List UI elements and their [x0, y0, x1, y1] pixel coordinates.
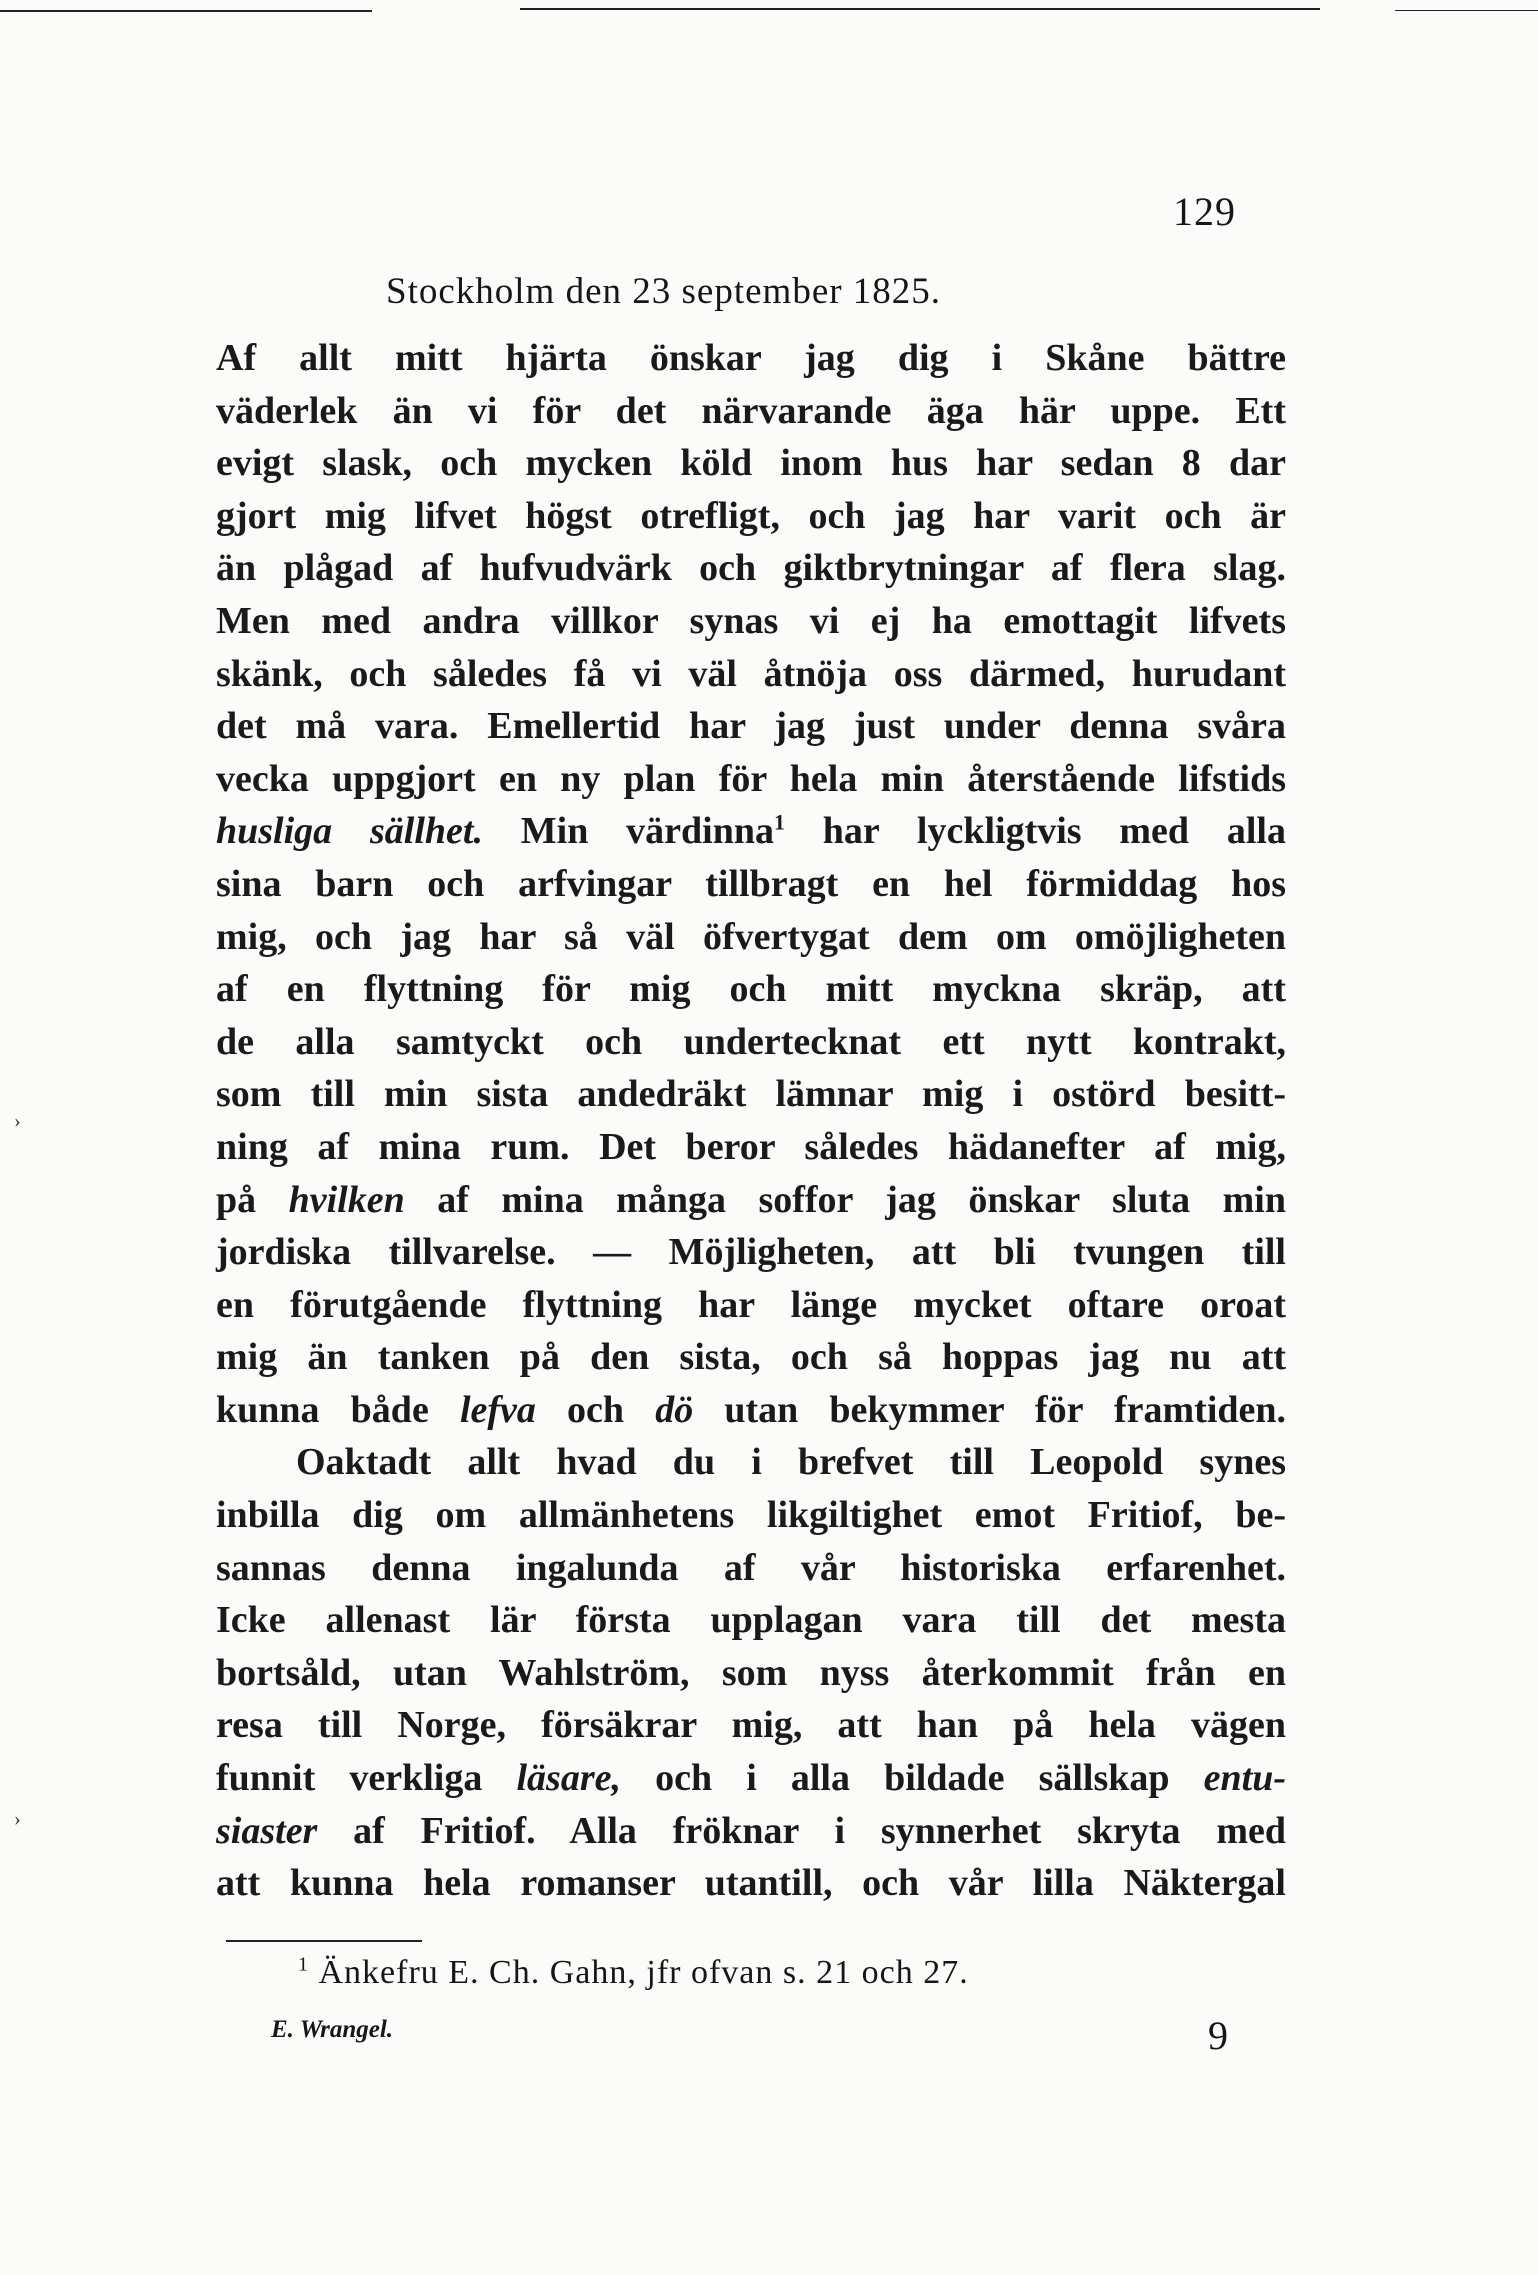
text-line	[216, 1805, 1286, 1858]
text-segment: har lyckligtvis med alla	[784, 810, 1286, 853]
text-segment: vecka uppgjort en ny plan för hela min återstående lifstids	[216, 757, 1286, 800]
text-line	[216, 1699, 1286, 1752]
text-line	[216, 1857, 1286, 1910]
page-number: 129	[1173, 189, 1236, 234]
text-line	[216, 1174, 1286, 1227]
text-segment: och i alla bildade sällskap	[620, 1757, 1204, 1800]
text-segment: att kunna hela romanser utantill, och vår lilla Näktergal	[216, 1862, 1286, 1905]
text-segment: det må vara. Emellertid har jag just under denna svåra	[216, 705, 1286, 748]
text-line	[216, 595, 1286, 648]
text-segment: utan bekymmer för framtiden.	[693, 1388, 1287, 1431]
text-line	[216, 963, 1286, 1016]
text-line	[216, 1647, 1286, 1700]
text-segment: dö	[655, 1388, 694, 1431]
text-segment: af mina många soffor jag önskar sluta min	[404, 1178, 1287, 1221]
text-segment: siaster	[216, 1809, 318, 1852]
text-segment: ning af mina rum. Det beror således hädanefter af mig,	[216, 1125, 1286, 1168]
text-line	[216, 490, 1286, 543]
text-segment: än plågad af hufvudvärk och giktbrytningar af flera slag.	[216, 547, 1286, 590]
dateline: Stockholm den 23 september 1825.	[386, 271, 942, 312]
text-line	[216, 1489, 1286, 1542]
text-segment: en förutgående flyttning har länge mycket oftare oroat	[216, 1283, 1286, 1326]
text-line	[216, 805, 1286, 858]
signature-mark: E. Wrangel.	[271, 2016, 394, 2043]
text-segment: sannas denna ingalunda af vår historiska erfarenhet.	[216, 1546, 1286, 1589]
text-segment: gjort mig lifvet högst otrefligt, och jag har varit och är	[216, 494, 1286, 537]
text-segment: kunna både	[216, 1388, 460, 1431]
text-segment: bortsåld, utan Wahlström, som nyss återkommit från en	[216, 1651, 1286, 1694]
text-segment: husliga sällhet.	[216, 810, 483, 853]
text-line	[216, 858, 1286, 911]
text-line	[216, 1594, 1286, 1647]
text-segment: sina barn och arfvingar tillbragt en hel förmiddag hos	[216, 862, 1286, 905]
text-segment: mig, och jag har så väl öfvertygat dem om omöjligheten	[216, 915, 1286, 958]
footnote-marker: 1	[298, 1953, 309, 1976]
text-segment: och	[535, 1388, 656, 1431]
text-segment: väderlek än vi för det närvarande äga här uppe. Ett	[216, 389, 1286, 432]
text-line	[216, 437, 1286, 490]
text-segment: skänk, och således få vi väl åtnöja oss därmed, hurudant	[216, 652, 1286, 695]
text-line	[216, 1752, 1286, 1805]
text-segment: hvilken	[288, 1178, 405, 1221]
text-segment: mig än tanken på den sista, och så hoppas jag nu att	[216, 1336, 1286, 1379]
text-line	[216, 648, 1286, 701]
text-segment: entu-	[1203, 1757, 1286, 1800]
text-line	[216, 1121, 1286, 1174]
text-line	[216, 1331, 1286, 1384]
text-segment: som till min sista andedräkt lämnar mig i ostörd besitt-	[216, 1073, 1286, 1116]
margin-arrow-mark: ›	[14, 1110, 21, 1132]
footnote-ref: 1	[773, 809, 785, 835]
text-segment: Af allt mitt hjärta önskar jag dig i Skåne bättre	[216, 337, 1286, 379]
top-rule-left	[0, 10, 372, 12]
text-line	[216, 1016, 1286, 1069]
text-line	[216, 911, 1286, 964]
text-line	[216, 1279, 1286, 1332]
text-line	[216, 1068, 1286, 1121]
top-rule-middle	[520, 8, 1320, 10]
text-segment: läsare,	[516, 1757, 621, 1800]
text-segment: resa till Norge, försäkrar mig, att han på hela vägen	[216, 1704, 1286, 1747]
text-line	[216, 1542, 1286, 1595]
text-segment: inbilla dig om allmänhetens likgiltighet emot Fritiof, be-	[216, 1494, 1286, 1537]
text-segment: Icke allenast lär första upplagan vara till det mesta	[216, 1599, 1286, 1642]
text-line	[216, 1384, 1286, 1437]
text-segment: de alla samtyckt och undertecknat ett nytt kontrakt,	[216, 1020, 1286, 1063]
text-segment: funnit verkliga	[216, 1757, 517, 1800]
footnote-text: Änkefru E. Ch. Gahn, jfr ofvan s. 21 och 27.	[318, 1954, 969, 1991]
text-line	[216, 700, 1286, 753]
top-rule-right	[1395, 10, 1538, 11]
text-segment: evigt slask, och mycken köld inom hus har sedan 8 dar	[216, 442, 1286, 485]
text-segment: Men med andra villkor synas vi ej ha emottagit lifvets	[216, 599, 1286, 642]
text-segment: Oaktadt allt hvad du i brefvet till Leopold synes	[296, 1441, 1286, 1484]
text-segment: lefva	[459, 1388, 536, 1431]
text-segment: på	[216, 1178, 289, 1221]
text-line	[216, 1436, 1286, 1489]
text-line	[216, 542, 1286, 595]
text-line	[216, 385, 1286, 438]
text-segment: af en flyttning för mig och mitt myckna skräp, att	[216, 968, 1286, 1011]
text-segment: Min värdinna	[482, 810, 774, 853]
footnote	[298, 1954, 969, 1992]
text-line	[216, 332, 1286, 385]
margin-arrow-mark: ›	[14, 1808, 21, 1830]
text-line	[216, 753, 1286, 806]
text-segment: jordiska tillvarelse. — Möjligheten, att bli tvungen till	[216, 1231, 1286, 1274]
text-segment: af Fritiof. Alla fröknar i synnerhet skryta med	[317, 1809, 1286, 1852]
signature-number: 9	[1208, 2013, 1228, 2058]
footnote-rule	[226, 1940, 422, 1942]
letter-body	[216, 332, 1286, 1910]
text-line	[216, 1226, 1286, 1279]
